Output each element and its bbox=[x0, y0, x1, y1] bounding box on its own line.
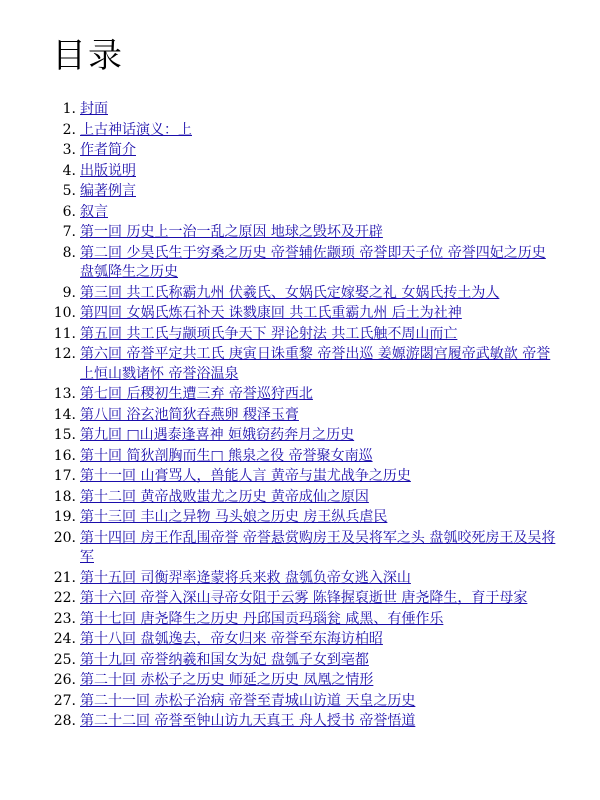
toc-link[interactable]: 第九回 □山遇泰逢喜神 姮娥窃药奔月之历史 bbox=[80, 427, 355, 443]
toc-item-number: 28. bbox=[53, 713, 76, 729]
toc-link[interactable]: 第六回 帝誉平定共工氏 庚寅日诛重黎 帝誉出巡 姜嫄游閟宫履帝武敏歆 帝誉上恒山戮诸怀 帝誉浴温泉 bbox=[80, 346, 551, 382]
toc-link[interactable]: 第十五回 司衡羿率逄蒙将兵来救 盘瓠负帝女逃入深山 bbox=[80, 569, 411, 586]
toc-item-number: 2. bbox=[62, 121, 76, 138]
toc-item bbox=[38, 406, 558, 426]
toc-item bbox=[38, 447, 558, 467]
page-title: 目录 bbox=[52, 36, 124, 76]
toc-link[interactable]: 作者简介 bbox=[80, 142, 136, 158]
toc-item-number: 4. bbox=[62, 162, 76, 179]
toc-link[interactable]: 封面 bbox=[80, 101, 108, 117]
toc-link[interactable]: 第十六回 帝誉入深山寻帝女阻于云雾 陈锋握裒逝世 唐尧降生，育于母家 bbox=[80, 590, 528, 606]
toc-link[interactable]: 第十七回 唐尧降生之历史 丹邱国贡玛瑙瓮 咸黑、有倕作乐 bbox=[80, 610, 444, 627]
toc-item-number: 8. bbox=[62, 244, 76, 261]
toc-item bbox=[38, 630, 558, 650]
toc-item bbox=[38, 325, 558, 345]
toc-item-number: 14. bbox=[53, 406, 76, 423]
toc-link[interactable]: 叙言 bbox=[80, 203, 108, 220]
toc-link[interactable]: 第二十回 赤松子之历史 师延之历史 凤凰之情形 bbox=[80, 672, 374, 688]
toc-list bbox=[38, 100, 558, 733]
toc-item-number: 24. bbox=[53, 631, 76, 647]
toc-item-number: 13. bbox=[53, 386, 76, 402]
toc-link[interactable]: 第五回 共工氏与颛顼氏争天下 羿论射法 共工氏触不周山而亡 bbox=[80, 325, 458, 342]
toc-item-number: 3. bbox=[62, 142, 76, 158]
toc-item-number: 19. bbox=[53, 509, 76, 525]
toc-link[interactable]: 第二回 少昊氏生于穷桑之历史 帝誉辅佐颛顼 帝誉即天子位 帝誉四妃之历史 盘瓠降生之历史 bbox=[80, 244, 546, 280]
toc-item bbox=[38, 121, 558, 141]
toc-link[interactable]: 第一回 历史上一治一乱之原因 地球之毁坏及开辟 bbox=[80, 224, 383, 240]
toc-item bbox=[38, 692, 558, 712]
toc-link[interactable]: 第十回 简狄剖胸而生□ 熊泉之役 帝誉聚女南巡 bbox=[80, 447, 373, 464]
toc-item bbox=[38, 182, 558, 202]
toc-item bbox=[38, 203, 558, 223]
toc-item-number: 21. bbox=[53, 569, 76, 586]
toc-link[interactable]: 第二十二回 帝誉至钟山访九天真王 舟人授书 帝誉悟道 bbox=[80, 713, 416, 729]
toc-link[interactable]: 第七回 后稷初生遭三弃 帝誉巡狩西北 bbox=[80, 386, 313, 402]
toc-item bbox=[38, 223, 558, 243]
toc-item bbox=[38, 651, 558, 671]
toc-link[interactable]: 第十一回 山膏骂人，兽能人言 黄帝与蚩尤战争之历史 bbox=[80, 468, 411, 484]
toc-item bbox=[38, 589, 558, 609]
toc-item bbox=[38, 529, 558, 568]
toc-link[interactable]: 第十三回 丰山之异物 马头娘之历史 房王纵兵虐民 bbox=[80, 509, 388, 525]
toc-item-number: 6. bbox=[62, 203, 76, 220]
toc-item-number: 18. bbox=[53, 488, 76, 505]
toc-item-number: 26. bbox=[53, 672, 76, 688]
toc-item-number: 9. bbox=[62, 284, 76, 301]
toc-link[interactable]: 第十八回 盘瓠逸去，帝女归来 帝誉至东海访柏昭 bbox=[80, 631, 383, 647]
toc-link[interactable]: 第十九回 帝誉纳羲和国女为妃 盘瓠子女到亳都 bbox=[80, 651, 369, 668]
toc-item-number: 27. bbox=[53, 692, 76, 709]
toc-link[interactable]: 第八回 浴玄池简狄吞燕卵 稷泽玉膏 bbox=[80, 406, 299, 423]
toc-item bbox=[38, 671, 558, 691]
toc-item bbox=[38, 304, 558, 324]
toc-link[interactable]: 出版说明 bbox=[80, 162, 136, 179]
toc-link[interactable]: 第三回 共工氏称霸九州 伏羲氏、女娲氏定嫁娶之礼 女娲氏抟土为人 bbox=[80, 284, 500, 301]
toc-item-number: 17. bbox=[53, 468, 76, 484]
toc-item bbox=[38, 712, 558, 732]
toc-item-number: 22. bbox=[53, 590, 76, 606]
toc-item-number: 25. bbox=[53, 651, 76, 668]
toc-item-number: 11. bbox=[53, 325, 76, 342]
toc-item-number: 23. bbox=[53, 610, 76, 627]
toc-link[interactable]: 第二十一回 赤松子治病 帝誉至青城山访道 天皇之历史 bbox=[80, 692, 416, 709]
toc-link[interactable]: 第四回 女娲氏炼石补天 诛戮康回 共工氏重霸九州 后土为社神 bbox=[80, 305, 462, 321]
toc-link[interactable]: 上古神话演义：上 bbox=[80, 121, 192, 138]
toc-item bbox=[38, 569, 558, 589]
toc-item-number: 10. bbox=[53, 305, 76, 321]
toc-item bbox=[38, 244, 558, 283]
toc-item bbox=[38, 610, 558, 630]
toc-link[interactable]: 第十二回 黄帝战败蚩尤之历史 黄帝成仙之原因 bbox=[80, 488, 369, 505]
toc-item bbox=[38, 284, 558, 304]
toc-item-number: 16. bbox=[53, 447, 76, 464]
toc-item-number: 7. bbox=[62, 224, 76, 240]
toc-item-number: 15. bbox=[53, 427, 76, 443]
toc-item bbox=[38, 345, 558, 384]
toc-item bbox=[38, 141, 558, 161]
toc-item bbox=[38, 100, 558, 120]
toc-link[interactable]: 编著例言 bbox=[80, 183, 136, 199]
toc-item bbox=[38, 162, 558, 182]
toc-item bbox=[38, 488, 558, 508]
toc-item bbox=[38, 467, 558, 487]
toc-link[interactable]: 第十四回 房王作乱围帝誉 帝誉悬赏购房王及吴将军之头 盘瓠咬死房王及吴将军 bbox=[80, 529, 556, 565]
toc-item-number: 1. bbox=[62, 101, 76, 117]
toc-item-number: 20. bbox=[53, 529, 76, 546]
toc-item-number: 5. bbox=[62, 183, 76, 199]
toc-item bbox=[38, 426, 558, 446]
toc-item-number: 12. bbox=[53, 346, 76, 362]
toc-item bbox=[38, 385, 558, 405]
toc-item bbox=[38, 508, 558, 528]
